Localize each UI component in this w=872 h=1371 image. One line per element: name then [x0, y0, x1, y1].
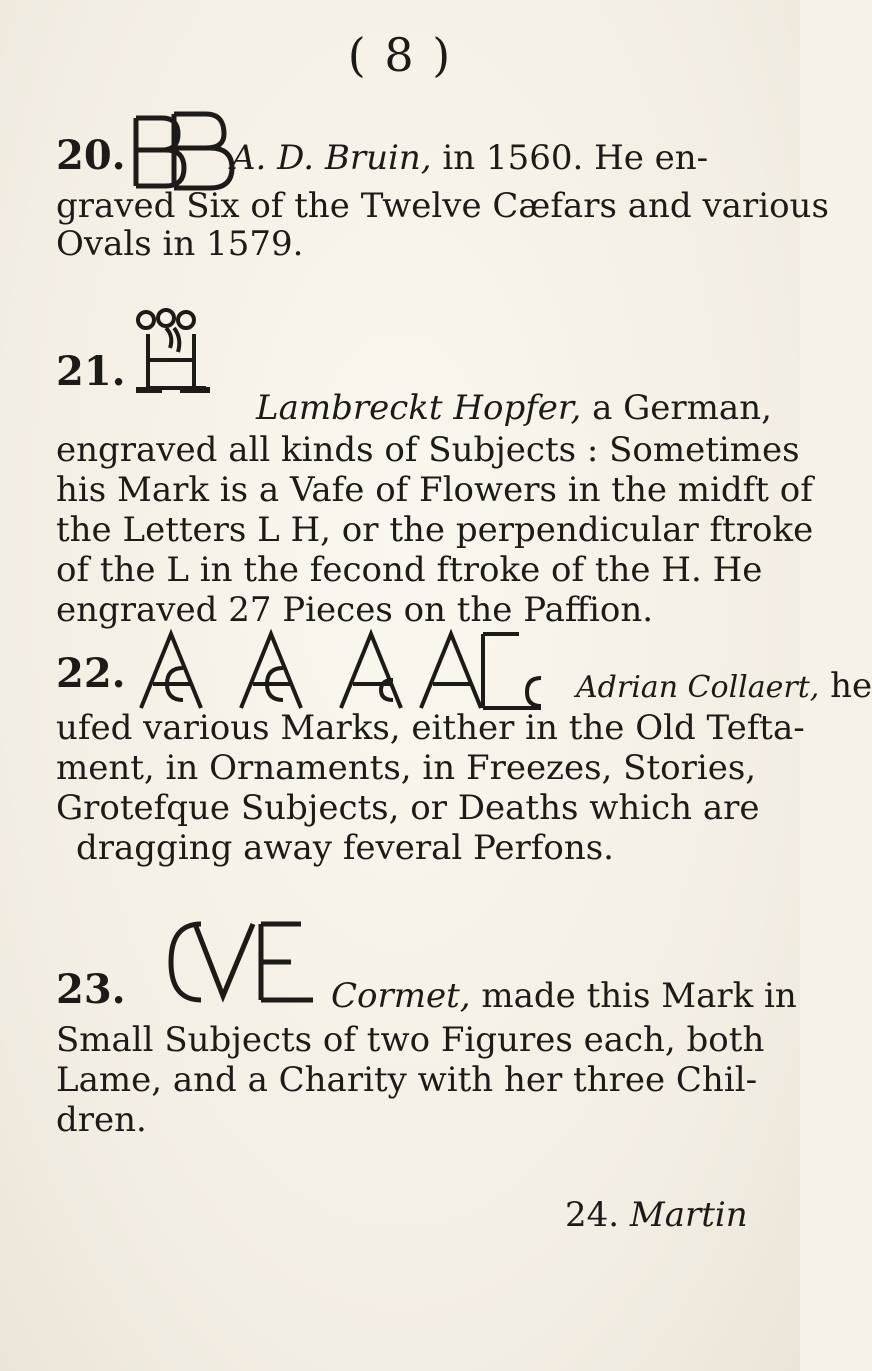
artist-name: Adrian Collaert,: [576, 670, 820, 705]
entry-text-line: Lame, and a Charity with her three Chil-: [56, 1060, 758, 1100]
artist-name: Lambreckt Hopfer,: [256, 388, 582, 428]
entry-first-line-rest: a German,: [581, 388, 772, 428]
entry-text-line: of the L in the fecond ftroke of the H. He: [56, 550, 763, 590]
entry-text-line: Ovals in 1579.: [56, 224, 304, 264]
monogram-lh-vase-mark: [116, 308, 256, 408]
entry-text-line: engraved 27 Pieces on the Paffion.: [56, 590, 654, 630]
artist-name: Cormet,: [331, 976, 471, 1016]
entry-first-line-rest: in 1560. He en-: [431, 138, 709, 178]
entry-text-line: ment, in Ornaments, in Freezes, Stories,: [56, 748, 757, 788]
entry-text-line: his Mark is a Vafe of Flowers in the midft of: [56, 470, 813, 510]
entry-first-line-rest: made this Mark in: [470, 976, 797, 1016]
entry-23: [56, 910, 797, 1170]
entry-text-line: engraved all kinds of Subjects : Sometimes: [56, 430, 800, 470]
catchword: [565, 1195, 748, 1235]
monogram-ac-marks: [131, 628, 561, 718]
entry-first-line: [576, 666, 872, 708]
entry-21: [56, 308, 814, 630]
entry-22: [56, 628, 872, 888]
entry-first-line: [231, 138, 708, 178]
page-number: ( 8 ): [347, 28, 453, 82]
entry-first-line-rest: he: [819, 666, 872, 706]
monogram-bb-mark: [122, 108, 242, 198]
entry-number: 22.: [56, 650, 126, 697]
entry-number: 21.: [56, 348, 126, 395]
entry-text-line: dren.: [56, 1100, 147, 1140]
entry-number: 20.: [56, 132, 126, 179]
entry-text-line: ufed various Marks, either in the Old Tefta-: [56, 708, 805, 748]
entry-text-line: Small Subjects of two Figures each, both: [56, 1020, 765, 1060]
catchword-word: Martin: [629, 1195, 748, 1235]
catchword-number: 24.: [565, 1195, 620, 1235]
entry-first-line: [256, 388, 772, 428]
entry-text-line: dragging away feveral Perfons.: [76, 828, 614, 868]
artist-name: A. D. Bruin,: [231, 138, 432, 178]
entry-first-line: [331, 976, 797, 1016]
entry-20: [56, 100, 829, 270]
entry-text-line: graved Six of the Twelve Cæfars and various: [56, 186, 829, 226]
entry-text-line: Grotefque Subjects, or Deaths which are: [56, 788, 760, 828]
monogram-cve-mark: [161, 914, 331, 1014]
entry-text-line: the Letters L H, or the perpendicular ftroke: [56, 510, 814, 550]
entry-number: 23.: [56, 966, 126, 1013]
